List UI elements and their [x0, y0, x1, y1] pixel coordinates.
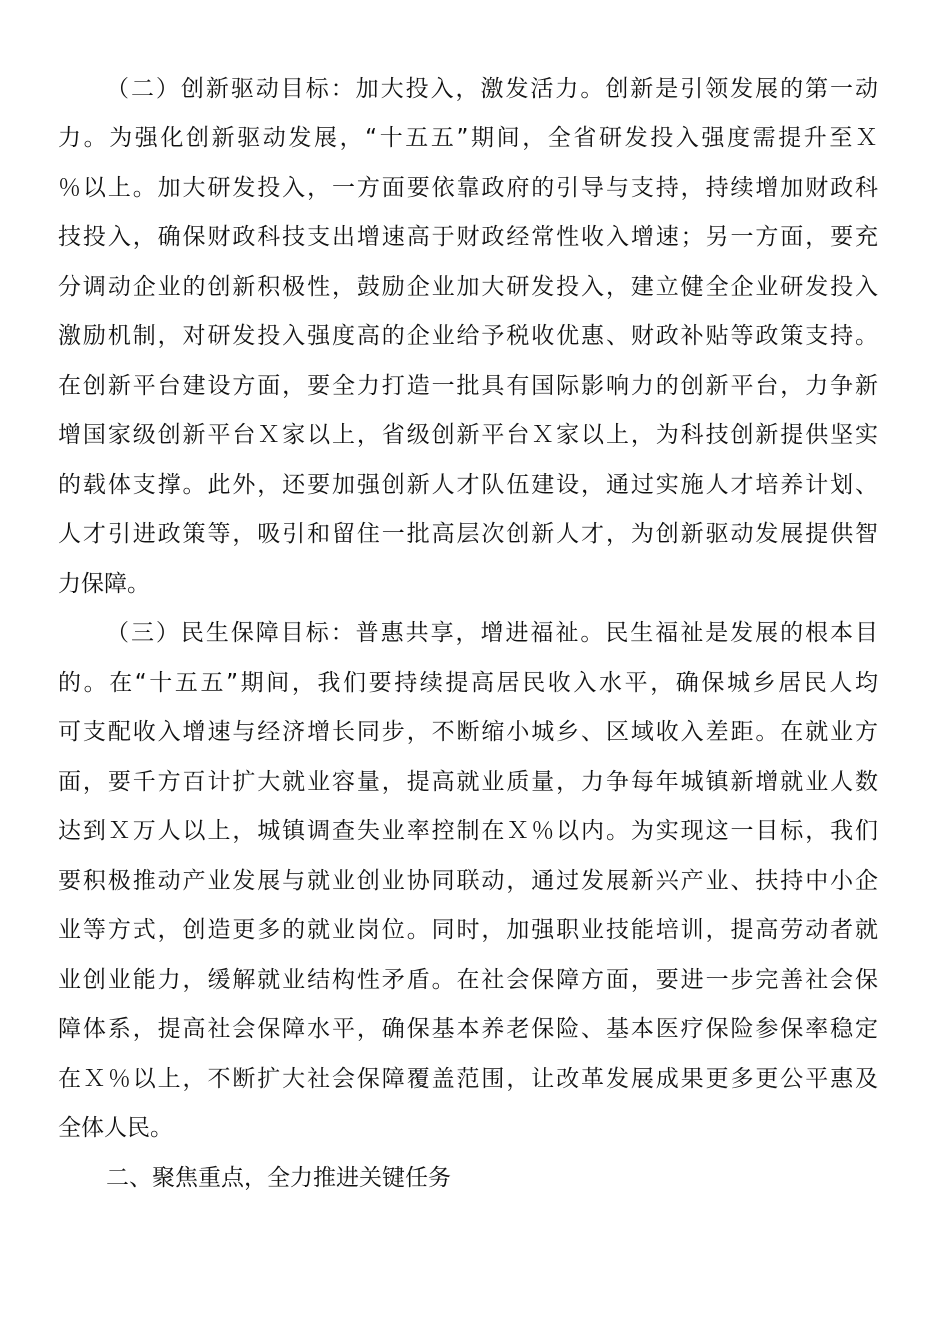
paragraph-livelihood-line-8: 业创业能力，缓解就业结构性矛盾。在社会保障方面，要进一步完善社会保	[58, 967, 878, 993]
paragraph-innovation-line-2: 力。为强化创新驱动发展，“十五五”期间，全省研发投入强度需提升至Ｘ	[58, 125, 878, 151]
paragraph-livelihood-line-10: 在Ｘ％以上，不断扩大社会保障覆盖范围，让改革发展成果更多更公平惠及	[58, 1066, 878, 1092]
paragraph-livelihood-line-2: 的。在“十五五”期间，我们要持续提高居民收入水平，确保城乡居民人均	[58, 670, 878, 696]
paragraph-innovation-line-1: （二）创新驱动目标：加大投入，激发活力。创新是引领发展的第一动	[106, 76, 878, 102]
paragraph-innovation-line-6: 激励机制，对研发投入强度高的企业给予税收优惠、财政补贴等政策支持。	[58, 323, 878, 349]
paragraph-innovation-line-11: 力保障。	[58, 571, 150, 597]
paragraph-innovation-line-9: 的载体支撑。此外，还要加强创新人才队伍建设，通过实施人才培养计划、	[58, 472, 878, 498]
paragraph-livelihood-line-3: 可支配收入增速与经济增长同步，不断缩小城乡、区域收入差距。在就业方	[58, 719, 878, 745]
paragraph-innovation-line-3: ％以上。加大研发投入，一方面要依靠政府的引导与支持，持续增加财政科	[58, 175, 878, 201]
paragraph-innovation-line-5: 分调动企业的创新积极性，鼓励企业加大研发投入，建立健全企业研发投入	[58, 274, 878, 300]
paragraph-innovation-line-4: 技投入，确保财政科技支出增速高于财政经常性收入增速；另一方面，要充	[58, 224, 878, 250]
paragraph-livelihood-line-11: 全体人民。	[58, 1115, 173, 1141]
paragraph-innovation-line-7: 在创新平台建设方面，要全力打造一批具有国际影响力的创新平台，力争新	[58, 373, 878, 399]
paragraph-livelihood-line-7: 业等方式，创造更多的就业岗位。同时，加强职业技能培训，提高劳动者就	[58, 917, 878, 943]
paragraph-livelihood-line-5: 达到Ｘ万人以上，城镇调查失业率控制在Ｘ％以内。为实现这一目标，我们	[58, 818, 878, 844]
paragraph-innovation-line-8: 增国家级创新平台Ｘ家以上，省级创新平台Ｘ家以上，为科技创新提供坚实	[58, 422, 878, 448]
paragraph-innovation-line-10: 人才引进政策等，吸引和留住一批高层次创新人才，为创新驱动发展提供智	[58, 521, 878, 547]
paragraph-livelihood-line-9: 障体系，提高社会保障水平，确保基本养老保险、基本医疗保险参保率稳定	[58, 1016, 878, 1042]
paragraph-livelihood-line-6: 要积极推动产业发展与就业创业协同联动，通过发展新兴产业、扶持中小企	[58, 868, 878, 894]
paragraph-livelihood-line-1: （三）民生保障目标：普惠共享，增进福祉。民生福祉是发展的根本目	[106, 620, 878, 646]
section-heading: 二、聚焦重点，全力推进关键任务	[106, 1165, 451, 1191]
paragraph-livelihood-line-4: 面，要千方百计扩大就业容量，提高就业质量，力争每年城镇新增就业人数	[58, 769, 878, 795]
